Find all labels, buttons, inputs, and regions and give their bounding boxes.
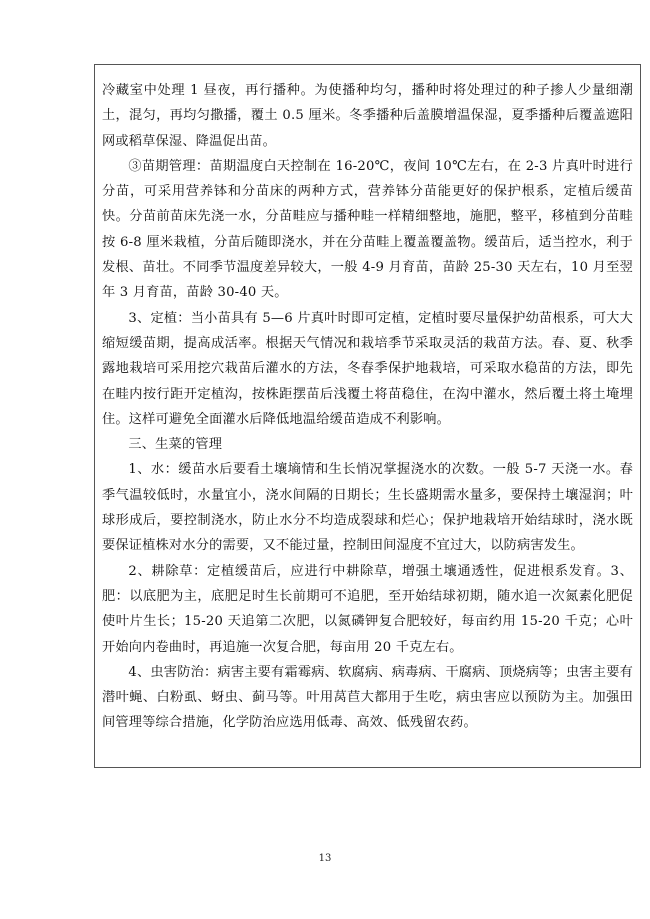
paragraph-watering: 1、水：缓苗水后要看土壤墒情和生长悄况掌握浇水的次数。一般 5-7 天浇一水。春季气温较低时，水量宜小，浇水间隔的日期长；生长盛期需水量多，要保持土壤湿润；叶球形成后，要控制浇水，防止水分不均造成裂球和烂心；保护地栽培开始结球时，浇水既要保证植株对水分的需要，又不能过量，控制田间湿度不宜过大，以防病害发生。 bbox=[102, 462, 633, 554]
document-body bbox=[102, 78, 633, 736]
paragraph-weeding-fertilizer: 2、耕除草：定植缓苗后，应进行中耕除草，增强土壤通透性，促进根系发育。3、肥：以底肥为主，底肥足时生长前期可不追肥，至开始结球初期，随水追一次氮素化肥促使叶片生长；15-20 天追第二次肥，以氮磷钾复合肥较好，每亩约用 15-20 千克；心叶开始向内卷曲时，再追施一次复合肥，每亩用 20 千克左右。 bbox=[102, 563, 633, 655]
page-number: 13 bbox=[318, 853, 332, 864]
paragraph-transplanting: 3、定植：当小苗具有 5—6 片真叶时即可定植，定植时要尽量保护幼苗根系，可大大缩短缓苗期，提高成活率。根据天气情况和栽培季节采取灵活的栽苗方法。春、夏、秋季露地栽培可采用挖穴栽苗后灌水的方法，冬春季保护地栽培，可采取水稳苗的方法，即先在畦内按行距开定植沟，按株距摆苗后浅覆土将苗稳住，在沟中灌水，然后覆土将土埯埋住。这样可避免全面灌水后降低地温给缓苗造成不利影响。 bbox=[102, 310, 633, 427]
paragraph-pest-control: 4、虫害防治：病害主要有霜霉病、软腐病、病毒病、干腐病、顶烧病等；虫害主要有潜叶蝇、白粉虱、蚜虫、蓟马等。叶用莴苣大都用于生吃，病虫害应以预防为主。加强田间管理等综合措施，化学防治应选用低毒、高效、低残留农药。 bbox=[102, 664, 633, 731]
paragraph-intro-continued: 冷藏室中处理 1 昼夜，再行播种。为使播种均匀，播种时将处理过的种子掺人少量细潮土，混匀，再均匀撒播，覆土 0.5 厘米。冬季播种后盖膜增温保湿，夏季播种后覆盖遮阳网或稻草保湿、降温促出苗。 bbox=[102, 83, 633, 149]
section-heading: 三、生菜的管理 bbox=[128, 437, 223, 453]
paragraph-seedling-management: ③苗期管理：苗期温度白天控制在 16-20℃，夜间 10℃左右，在 2-3 片真叶时进行分苗，可采用营养钵和分苗床的两种方式，营养钵分苗能更好的保护根系，定植后缓苗快。分苗前苗床先浇一水，分苗畦应与播种畦一样精细整地，施肥，整平，移植到分苗畦按 6-8 厘米栽植，分苗后随即浇水，并在分苗畦上覆盖覆盖物。缓苗后，适当控水，利于发根、苗壮。不同季节温度差异较大，一般 4-9 月育苗，苗龄 25-30 天左右，10 月至翌年 3 月育苗，苗龄 30-40 天。 bbox=[102, 158, 633, 301]
